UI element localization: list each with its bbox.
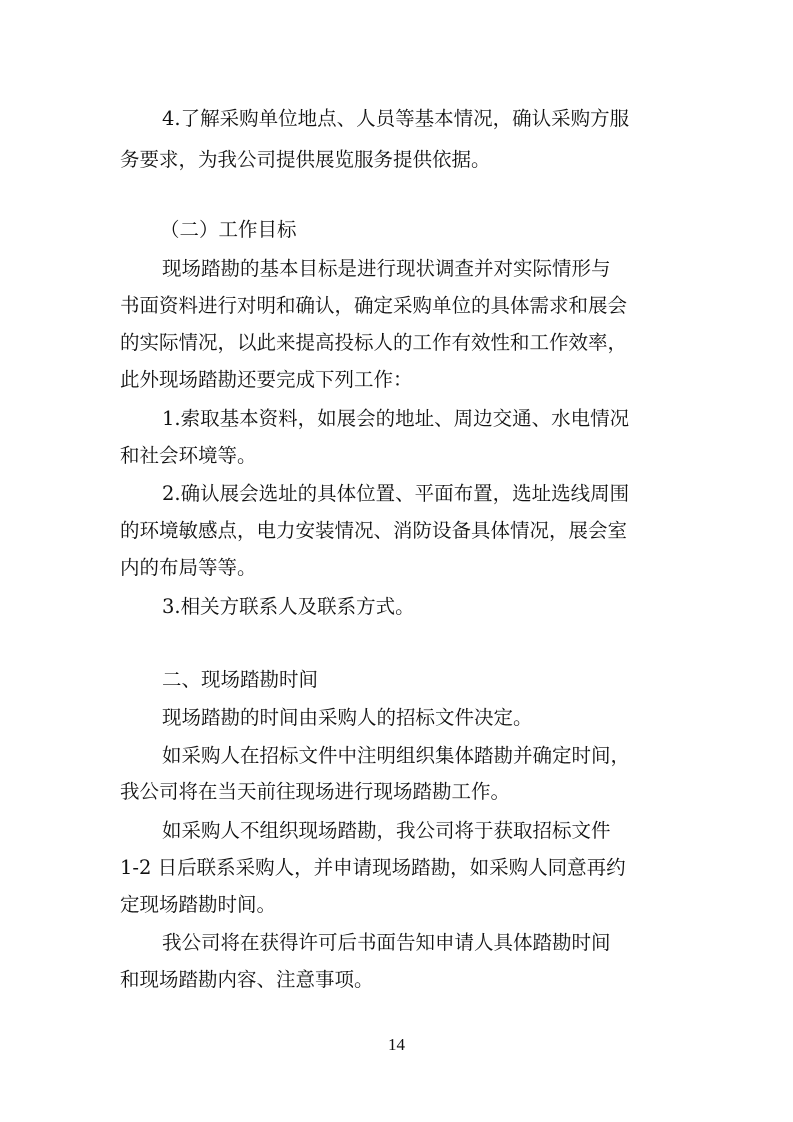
page-number: 14 [388,1035,405,1054]
survey-time-para-3-line-3: 定现场踏勘时间。 [120,893,277,916]
intro-item-4-line-2: 务要求，为我公司提供展览服务提供依据。 [120,148,491,171]
work-goals-paragraph-line-4: 此外现场踏勘还要完成下列工作： [120,368,413,391]
work-goals-item-2-line-1: 2.确认展会选址的具体位置、平面布置，选址选线周围 [162,482,630,505]
work-goals-heading: （二）工作目标 [160,218,297,241]
work-goals-item-3-line-1: 3.相关方联系人及联系方式。 [162,595,415,618]
work-goals-paragraph-line-1: 现场踏勘的基本目标是进行现状调查并对实际情形与 [162,257,611,280]
survey-time-para-4-line-1: 我公司将在获得许可后书面告知申请人具体踏勘时间 [162,931,611,954]
intro-item-4-line-1: 4.了解采购单位地点、人员等基本情况，确认采购方服 [162,107,630,130]
survey-time-para-1-line-1: 现场踏勘的时间由采购人的招标文件决定。 [162,706,533,729]
survey-time-para-2-line-1: 如采购人在招标文件中注明组织集体踏勘并确定时间， [162,744,631,767]
survey-time-para-4-line-2: 和现场踏勘内容、注意事项。 [120,968,374,991]
survey-time-heading: 二、现场踏勘时间 [162,668,319,691]
work-goals-paragraph-line-2: 书面资料进行对明和确认，确定采购单位的具体需求和展会 [120,294,628,317]
work-goals-item-1-line-2: 和社会环境等。 [120,444,257,467]
survey-time-para-3-line-2: 1-2 日后联系采购人，并申请现场踏勘，如采购人同意再约 [120,856,626,879]
survey-time-para-2-line-2: 我公司将在当天前往现场进行现场踏勘工作。 [120,780,511,803]
work-goals-item-2-line-2: 的环境敏感点，电力安装情况、消防设备具体情况，展会室 [120,519,628,542]
work-goals-item-2-line-3: 内的布局等等。 [120,556,257,579]
work-goals-paragraph-line-3: 的实际情况，以此来提高投标人的工作有效性和工作效率， [120,331,628,354]
work-goals-item-1-line-1: 1.索取基本资料，如展会的地址、周边交通、水电情况 [162,407,630,430]
survey-time-para-3-line-1: 如采购人不组织现场踏勘，我公司将于获取招标文件 [162,819,611,842]
